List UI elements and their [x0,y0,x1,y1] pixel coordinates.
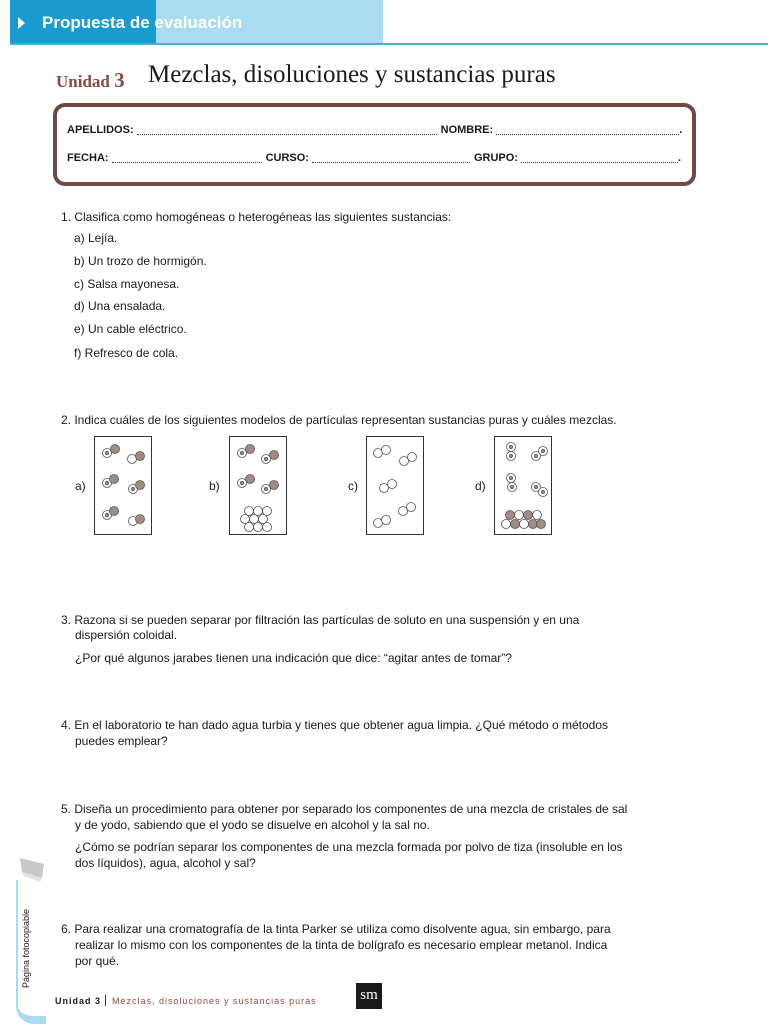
particle-model-b [229,436,287,535]
question-5-line-3: ¿Cómo se podrían separar los componentes de una mezcla formada por polvo de tiza (insoluble en los [75,840,623,854]
publisher-logo: sm [356,983,382,1009]
grupo-label: GRUPO: [473,152,518,164]
question-6-line-3: por qué. [75,954,120,968]
curso-label: CURSO: [265,152,309,164]
student-info-form [53,103,696,186]
unit-number: 3 [114,68,125,92]
q1-option-a: a) Lejía. [74,231,118,245]
question-3-line-3: ¿Por qué algunos jarabes tienen una indicación que dice: “agitar antes de tomar”? [75,651,512,665]
model-b-label: b) [209,479,220,493]
play-arrow-icon [18,17,25,29]
question-4-line-2: puedes emplear? [75,734,168,748]
footer-separator [105,995,106,1006]
nombre-end-dot: . [679,124,683,136]
question-4-line-1: 4. En el laboratorio te han dado agua turbia y tienes que obtener agua limpia. ¿Qué método o métodos [61,718,609,732]
question-3-line-1: 3. Razona si se pueden separar por filtración las partículas de soluto en una suspensión y en una [61,613,580,627]
model-a-label: a) [75,479,86,493]
question-5-line-4: dos líquidos), agua, alcohol y sal? [75,856,256,870]
particle-model-c [366,436,424,535]
apellidos-field[interactable] [137,125,437,135]
nombre-field[interactable] [496,125,679,135]
question-3-line-2: dispersión coloidal. [75,628,178,642]
q1-option-c: c) Salsa mayonesa. [74,277,180,291]
fecha-label: FECHA: [67,152,109,164]
header-rule [10,43,768,45]
question-6-line-2: realizar lo mismo con los componentes de la tinta de bolígrafo es necesario emplear metanol. Indica [75,938,608,952]
model-d-label: d) [475,479,486,493]
form-row-names [67,124,682,136]
unit-label [56,68,125,93]
form-row-details [67,152,681,164]
footer [55,995,317,1006]
q1-option-f: f) Refresco de cola. [74,346,179,360]
nombre-label: NOMBRE: [440,124,494,136]
particle-model-d [494,436,552,535]
particle-model-a [94,436,152,535]
model-c-label: c) [348,479,358,493]
grupo-field[interactable] [521,153,678,163]
q1-option-b: b) Un trozo de hormigón. [74,254,207,268]
question-6-line-1: 6. Para realizar una cromatografía de la tinta Parker se utiliza como disolvente agua, sin embargo, para [61,922,611,936]
banner-title: Propuesta de evaluación [42,13,243,32]
curso-field[interactable] [312,153,470,163]
page-title: Mezclas, disoluciones y sustancias puras [148,61,556,88]
fecha-field[interactable] [112,153,262,163]
apellidos-label: APELLIDOS: [67,124,134,136]
grupo-end-dot: . [677,152,682,164]
question-1: 1. Clasifica como homogéneas o heterogéneas las siguientes sustancias: [61,210,452,224]
question-5-line-2: y de yodo, sabiendo que el yodo se disuelve en alcohol y la sal no. [75,818,430,832]
footer-unit: Unidad 3 [55,996,102,1006]
q1-option-d: d) Una ensalada. [74,299,166,313]
question-5-line-1: 5. Diseña un procedimiento para obtener por separado los componentes de una mezcla de cristales de sal [61,802,628,816]
q1-option-e: e) Un cable eléctrico. [74,322,187,336]
question-2: 2. Indica cuáles de los siguientes modelos de partículas representan sustancias puras y cuáles mezclas. [61,413,617,427]
photocopiable-label: Página fotocopiable [21,908,31,988]
unit-word: Unidad [56,72,110,91]
footer-title: Mezclas, disoluciones y sustancias puras [112,996,317,1006]
